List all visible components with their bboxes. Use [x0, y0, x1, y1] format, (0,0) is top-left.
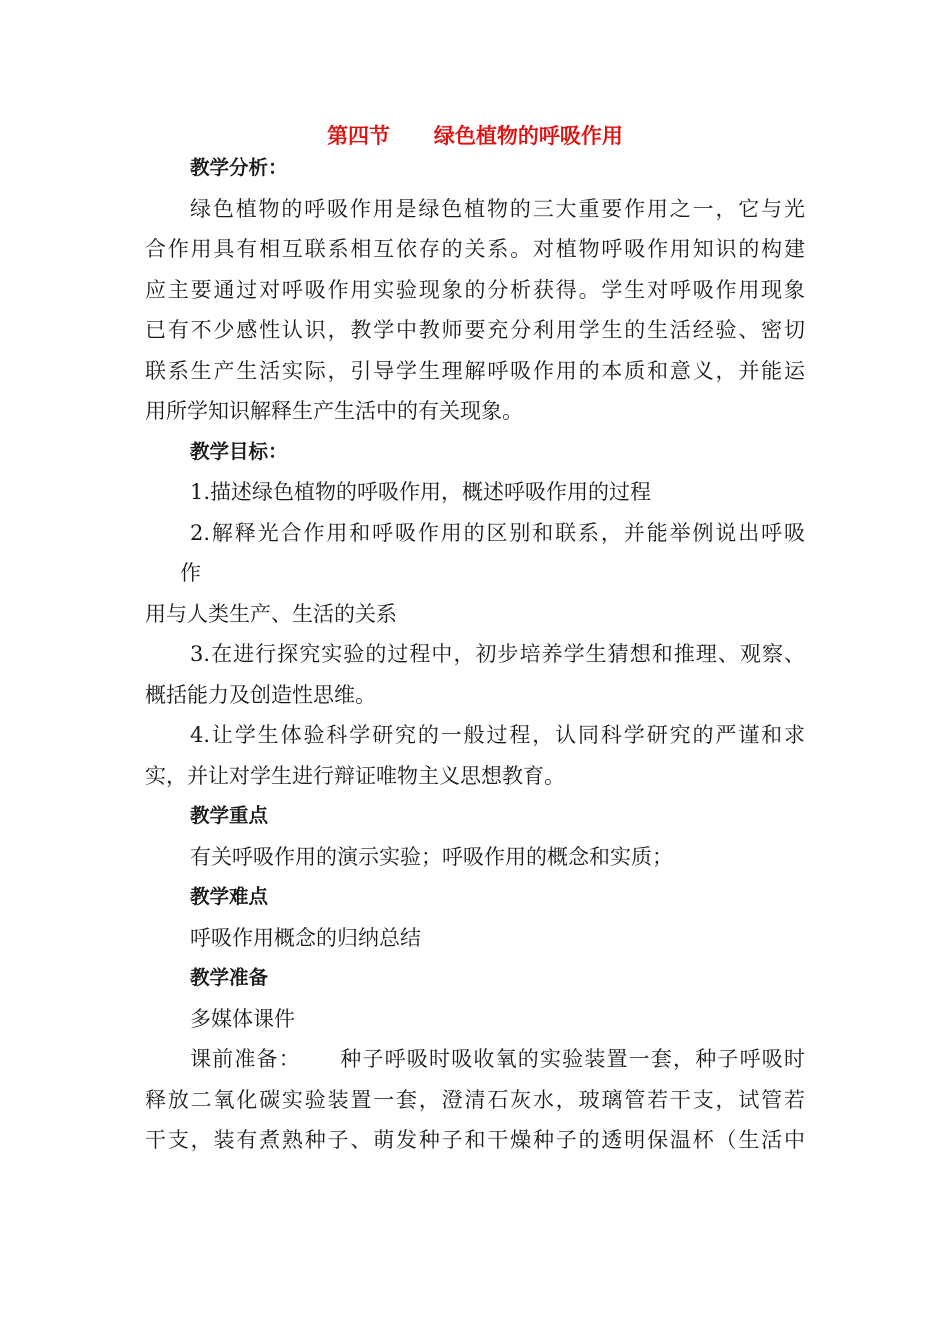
objective-line: 作	[180, 561, 201, 585]
paragraph-line: 应主要通过对呼吸作用实验现象的分析获得。学生对呼吸作用现象	[145, 277, 805, 302]
page-title: 第四节 绿色植物的呼吸作用	[327, 124, 623, 148]
preparation-text: 多媒体课件	[190, 1006, 295, 1031]
pre-class-line: 干支，装有煮熟种子、萌发种子和干燥种子的透明保温杯（生活中	[145, 1128, 805, 1152]
section-heading-objectives: 教学目标：	[190, 439, 288, 463]
pre-class-line: 课前准备： 种子呼吸时吸收氧的实验装置一套，种子呼吸时	[190, 1047, 805, 1071]
paragraph-line: 已有不少感性认识，教学中教师要充分利用学生的生活经验、密切	[145, 318, 805, 342]
section-heading-preparation: 教学准备	[190, 966, 269, 989]
section-heading-key-points: 教学重点	[190, 804, 269, 827]
paragraph-line: 用所学知识解释生产生活中的有关现象。	[145, 399, 523, 423]
pre-class-line: 释放二氧化碳实验装置一套，澄清石灰水，玻璃管若干支，试管若	[145, 1087, 805, 1112]
objective-line: 4.让学生体验科学研究的一般过程，认同科学研究的严谨和求	[190, 723, 805, 747]
section-heading-difficulties: 教学难点	[190, 885, 269, 908]
difficulties-text: 呼吸作用概念的归纳总结	[190, 925, 421, 950]
paragraph-line: 合作用具有相互联系相互依存的关系。对植物呼吸作用知识的构建	[145, 237, 805, 261]
section-heading-analysis: 教学分析：	[190, 156, 288, 179]
paragraph-line: 绿色植物的呼吸作用是绿色植物的三大重要作用之一，它与光	[190, 196, 805, 221]
objective-line: 3.在进行探究实验的过程中，初步培养学生猜想和推理、观察、	[190, 642, 805, 666]
key-points-text: 有关呼吸作用的演示实验；呼吸作用的概念和实质；	[190, 844, 673, 869]
objective-line: 实，并让对学生进行辩证唯物主义思想教育。	[145, 763, 565, 788]
objective-line: 用与人类生产、生活的关系	[145, 601, 397, 626]
objective-line: 1.描述绿色植物的呼吸作用，概述呼吸作用的过程	[190, 480, 652, 504]
paragraph-line: 联系生产生活实际，引导学生理解呼吸作用的本质和意义，并能运	[145, 358, 805, 383]
document-body	[145, 148, 805, 1161]
objective-line: 2.解释光合作用和呼吸作用的区别和联系，并能举例说出呼吸	[190, 520, 805, 545]
objective-line: 概括能力及创造性思维。	[145, 682, 376, 707]
